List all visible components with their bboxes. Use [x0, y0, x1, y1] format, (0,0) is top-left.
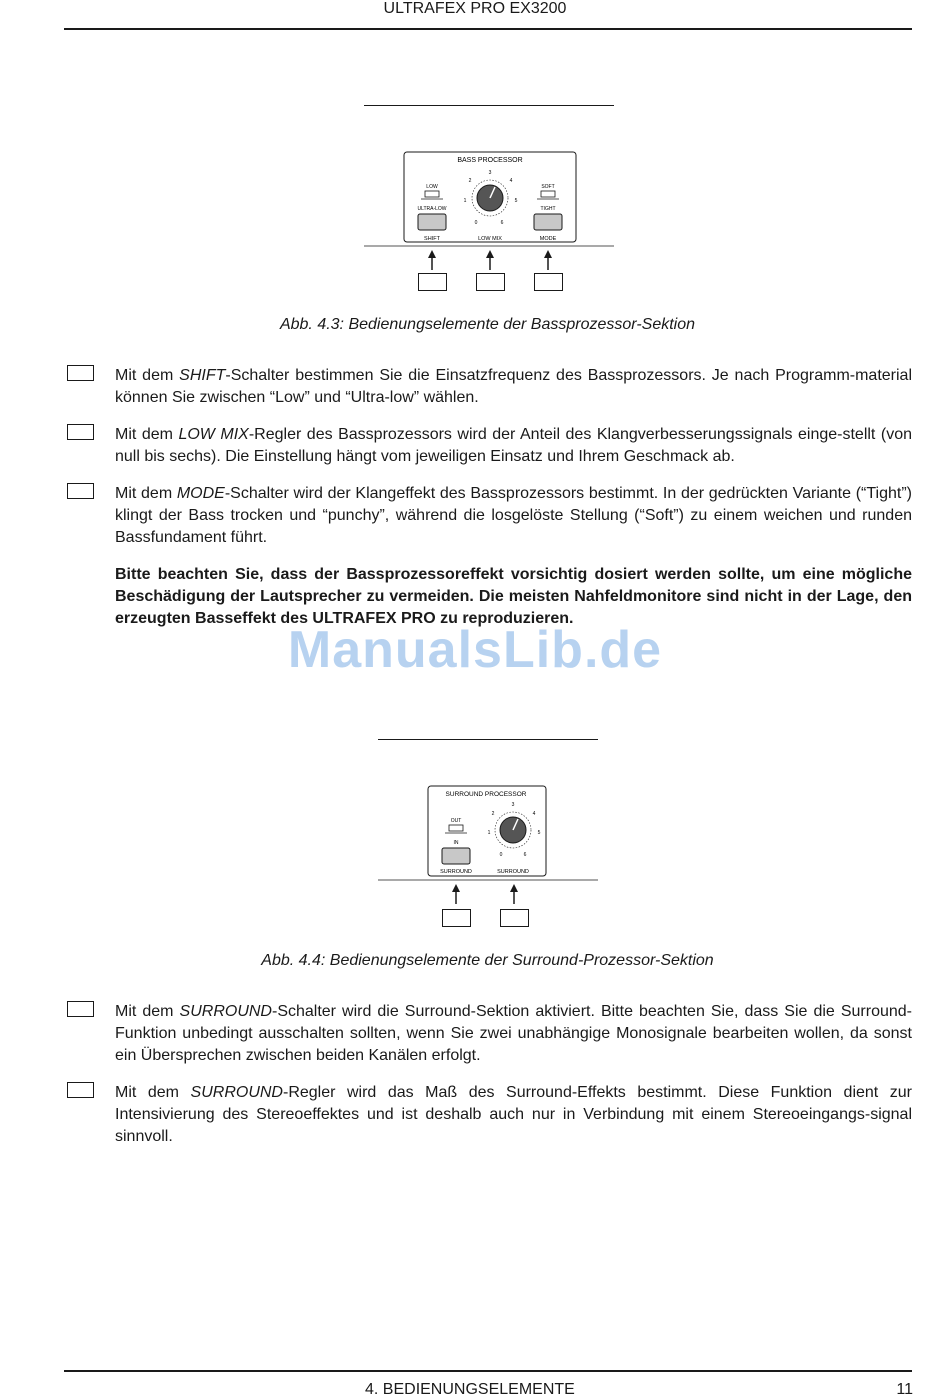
- low-mix-label: LOW MIX: [478, 236, 502, 242]
- scale-2: 2: [491, 811, 495, 817]
- scale-4: 4: [532, 811, 536, 817]
- paragraph-mode: Mit dem MODE-Schalter wird der Klangeffekt des Bassprozessors bestimmt. In der gedrückten Variante (“Tight”) klingt der Bass trocken und “punchy”, während die losgelöste Stellung (“Soft”) zu einem weichen und runden Bassfundament führt.: [115, 485, 913, 546]
- paragraph-surround-knob: Mit dem SURROUND-Regler wird das Maß des Surround-Effekts bestimmt. Diese Funktion dient zur Intensivierung des Stereoeffektes und ist deshalb auch nur in Verbindung mit einem Stereoeingangs-signal sinnvoll.: [115, 1084, 913, 1145]
- footer-section: 4. BEDIENUNGSELEMENTE: [365, 1381, 575, 1398]
- figure1-caption: Abb. 4.3: Bedienungselemente der Bassprozessor-Sektion: [279, 316, 696, 333]
- surround-switch-label: SURROUND: [440, 869, 472, 875]
- surround-knob-label: SURROUND: [497, 869, 529, 875]
- figure1-callout-box: [418, 273, 447, 291]
- shift-label-low: LOW: [426, 184, 438, 190]
- surround-label-out: OUT: [450, 818, 462, 824]
- scale-3: 3: [511, 802, 515, 808]
- figure2-top-rule: [378, 739, 598, 740]
- scale-6: 6: [500, 220, 504, 226]
- watermark: ManualsLib.de: [287, 621, 663, 679]
- scale-5: 5: [537, 830, 541, 836]
- paragraph-low-mix: Mit dem LOW MIX-Regler des Bassprozessors wird der Anteil des Klangverbesserungssignals einge-stellt (von null bis sechs). Die Einstellung hängt vom jeweiligen Einsatz und Ihrem Geschmack ab.: [115, 426, 912, 465]
- scale-0: 0: [499, 852, 503, 858]
- footer-rule: [64, 1370, 912, 1372]
- paragraph-shift: Mit dem SHIFT-Schalter bestimmen Sie die Einsatzfrequenz des Bassprozessors. Je nach Programm-material können Sie zwischen “Low” und “Ultra-low” wählen.: [115, 367, 913, 406]
- scale-0: 0: [474, 220, 478, 226]
- page-header: ULTRAFEX PRO EX3200: [383, 0, 567, 17]
- surround-panel-title: SURROUND PROCESSOR: [445, 791, 527, 798]
- warning-note: Bitte beachten Sie, dass der Bassprozessoreffekt vorsichtig dosiert werden sollte, um eine mögliche Beschädigung der Lautsprecher zu vermeiden. Die meisten Nahfeldmonitore sind nicht in der Lage, den erzeugten Basseffekt des ULTRAFEX PRO zu reproduzieren.: [115, 566, 912, 627]
- item-number-box: [67, 1001, 94, 1017]
- surround-button[interactable]: [442, 848, 470, 864]
- scale-2: 2: [468, 178, 472, 184]
- figure1-callout-box: [476, 273, 505, 291]
- shift-button[interactable]: [418, 214, 446, 230]
- scale-3: 3: [488, 170, 492, 176]
- figure1-arrows: [418, 250, 568, 272]
- mode-label-soft: SOFT: [541, 184, 555, 190]
- scale-1: 1: [463, 198, 467, 204]
- scale-5: 5: [514, 198, 518, 204]
- figure2-caption: Abb. 4.4: Bedienungselemente der Surround-Prozessor-Sektion: [261, 952, 714, 969]
- scale-4: 4: [509, 178, 513, 184]
- mode-button[interactable]: [534, 214, 562, 230]
- mode-label: MODE: [539, 236, 557, 242]
- surround-processor-panel: [378, 784, 598, 884]
- figure2-callout-box: [442, 909, 471, 927]
- shift-label-ultralow: ULTRA-LOW: [417, 206, 447, 212]
- bass-panel-title: BASS PROCESSOR: [457, 157, 523, 164]
- paragraph-surround-switch: Mit dem SURROUND-Schalter wird die Surround-Sektion aktiviert. Bitte beachten Sie, dass Sie die Surround-Funktion unbedingt ausschalten sollten, wenn Sie zwei unabhängige Monosignale bearbeiten wollen, da sonst ein Übersprechen zwischen beiden Kanälen erfolgt.: [115, 1003, 913, 1064]
- item-number-box: [67, 1082, 94, 1098]
- item-number-box: [67, 483, 94, 499]
- scale-1: 1: [487, 830, 491, 836]
- figure1-callout-box: [534, 273, 563, 291]
- item-number-box: [67, 424, 94, 440]
- item-number-box: [67, 365, 94, 381]
- mode-label-tight: TIGHT: [540, 206, 556, 212]
- scale-6: 6: [523, 852, 527, 858]
- page-number: 11: [896, 1381, 913, 1398]
- surround-label-in: IN: [453, 840, 459, 846]
- header-rule: [64, 28, 912, 30]
- figure1-top-rule: [364, 105, 614, 106]
- figure2-arrows: [442, 884, 532, 906]
- shift-label: SHIFT: [424, 236, 440, 242]
- figure2-callout-box: [500, 909, 529, 927]
- bass-processor-panel: [364, 150, 614, 250]
